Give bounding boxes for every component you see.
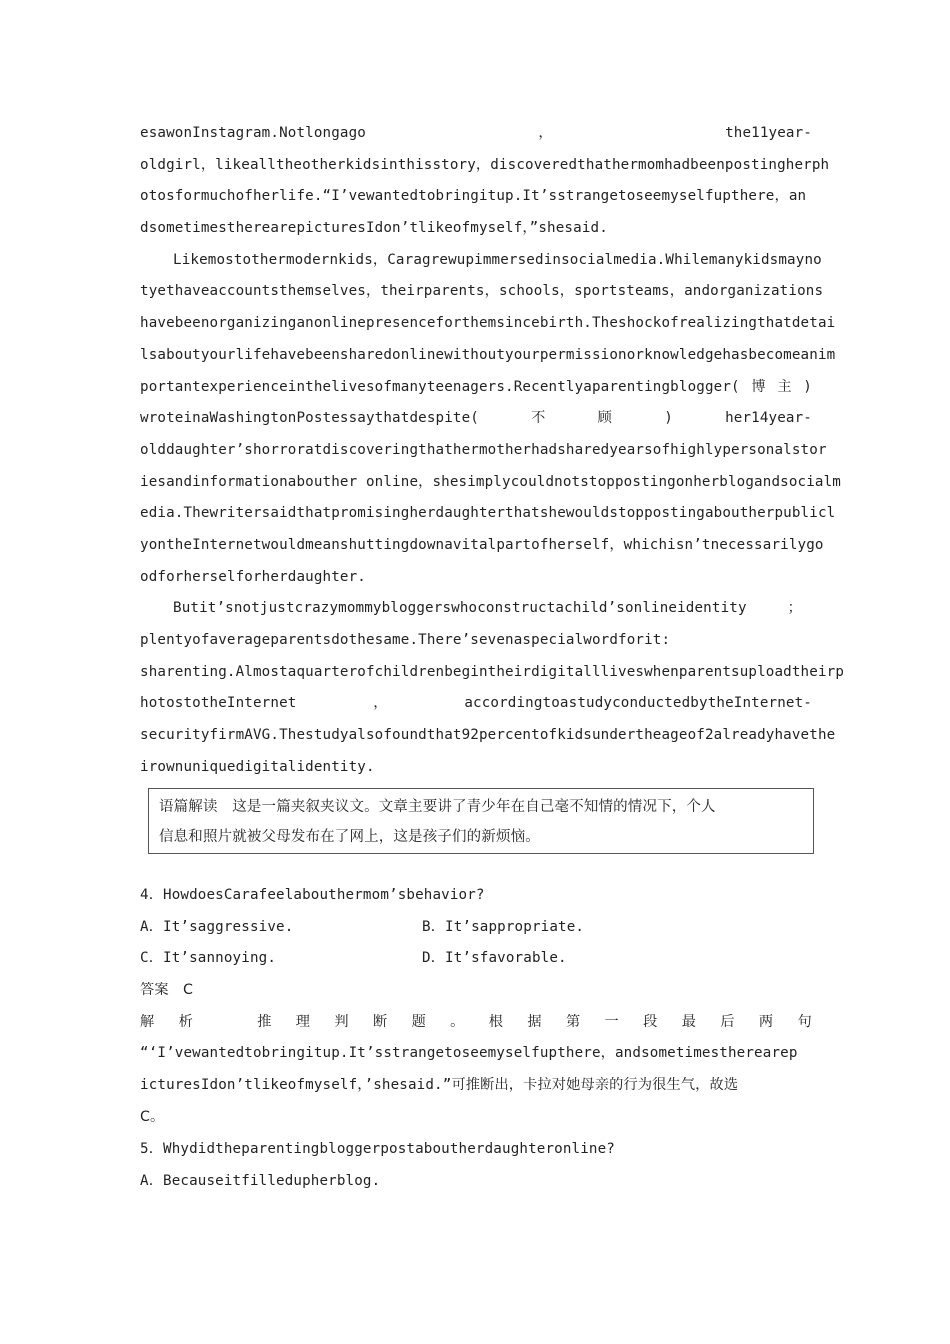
passage-line: iesandinformationabouther online，shesimplycouldnotstoppostingonherblogandsocialm bbox=[140, 473, 841, 490]
passage-line: hotostotheInternet ， accordingtoastudyconductedbytheInternet- bbox=[140, 695, 812, 712]
question-text: 5．Whydidtheparentingbloggerpostaboutherdaughteronline? bbox=[140, 1141, 615, 1157]
passage-line: sharenting.Almostaquarterofchildrenbegintheirdigitallliveswhenparentsuploadtheirp bbox=[140, 663, 845, 680]
passage-line: portantexperienceinthelivesofmanyteenagers.Recentlyaparentingblogger( 博 主 ) bbox=[140, 378, 812, 395]
passage-line: Likemostothermodernkids，Caragrewupimmersedinsocialmedia.Whilemanykidsmayno bbox=[173, 251, 822, 268]
summary-box bbox=[148, 788, 814, 854]
option-c: C．It’sannoying. bbox=[140, 950, 277, 967]
passage-line: edia.Thewritersaidthatpromisingherdaughterthatshewouldstoppostingaboutherpublicl bbox=[140, 505, 836, 522]
summary-line: 语篇解读 这是一篇夹叙夹议文。文章主要讲了青少年在自己毫不知情的情况下，个人 bbox=[159, 799, 716, 815]
options-row bbox=[140, 943, 812, 975]
passage-line: irownuniquedigitalidentity. bbox=[140, 758, 375, 775]
options-row bbox=[140, 912, 812, 944]
summary-line: 信息和照片就被父母发布在了网上，这是孩子们的新烦恼。 bbox=[159, 829, 540, 845]
passage-line: lsaboutyourlifehavebeensharedonlinewithoutyourpermissionorknowledgehasbecomeanim bbox=[140, 346, 836, 363]
passage-line: wroteinaWashingtonPostessaythatdespite( 不 顾 ) her14year- bbox=[140, 410, 812, 427]
passage-line: havebeenorganizinganonlinepresenceforthemsincebirth.Theshockofrealizingthatdetai bbox=[140, 315, 836, 332]
passage-line: otosformuchofherlife.“I’vewantedtobringitup.It’sstrangetoseemyselfupthere，an bbox=[140, 188, 807, 205]
passage-line: securityfirmAVG.Thestudyalsofoundthat92percentofkidsundertheageof2alreadyhavethe bbox=[140, 727, 836, 744]
answer: 答案 C bbox=[140, 982, 194, 999]
analysis-line: C。 bbox=[140, 1108, 165, 1125]
passage-line: dsometimestherearepicturesIdon’tlikeofmyself，”shesaid. bbox=[140, 220, 608, 237]
question-4 bbox=[140, 880, 812, 1134]
option-a: A．Becauseitfilledupherblog. bbox=[140, 1172, 381, 1189]
passage-line: tyethaveaccountsthemselves，theirparents，schools，sportsteams，andorganizations bbox=[140, 283, 824, 300]
passage-line: odforherselforherdaughter. bbox=[140, 568, 366, 585]
passage-line: esawonInstagram.Notlongago ， the11year- bbox=[140, 125, 812, 141]
option-b: B．It’sappropriate. bbox=[422, 918, 585, 935]
passage bbox=[140, 118, 845, 783]
analysis-line: “‘I’vewantedtobringitup.It’sstrangetoseemyselfupthere，andsometimestherearep bbox=[140, 1045, 798, 1062]
question-text: 4．HowdoesCarafeelabouthermom’sbehavior? bbox=[140, 887, 485, 903]
question-5 bbox=[140, 1134, 812, 1197]
passage-line: oldgirl，likealltheotherkidsinthisstory，discoveredthathermomhadbeenpostingherph bbox=[140, 156, 830, 173]
analysis-line: icturesIdon’tlikeofmyself，’shesaid.”可推断出，卡拉对她母亲的行为很生气，故选 bbox=[140, 1077, 739, 1094]
analysis-heading: 解 析 推 理 判 断 题 。 根 据 第 一 段 最 后 两 句 bbox=[140, 1013, 812, 1030]
option-a: A．It’saggressive. bbox=[140, 918, 294, 935]
passage-line: olddaughter’shorroratdiscoveringthathermotherhadsharedyearsofhighlypersonalstor bbox=[140, 441, 827, 458]
passage-line: Butit’snotjustcrazymommybloggerswhoconstructachild’sonlineidentity ； bbox=[173, 600, 802, 617]
option-d: D．It’sfavorable. bbox=[422, 950, 567, 967]
passage-line: yontheInternetwouldmeanshuttingdownavitalpartofherself，whichisn’tnecessarilygo bbox=[140, 536, 824, 553]
passage-line: plentyofaverageparentsdothesame.There’sevenaspecialwordforit: bbox=[140, 632, 671, 648]
